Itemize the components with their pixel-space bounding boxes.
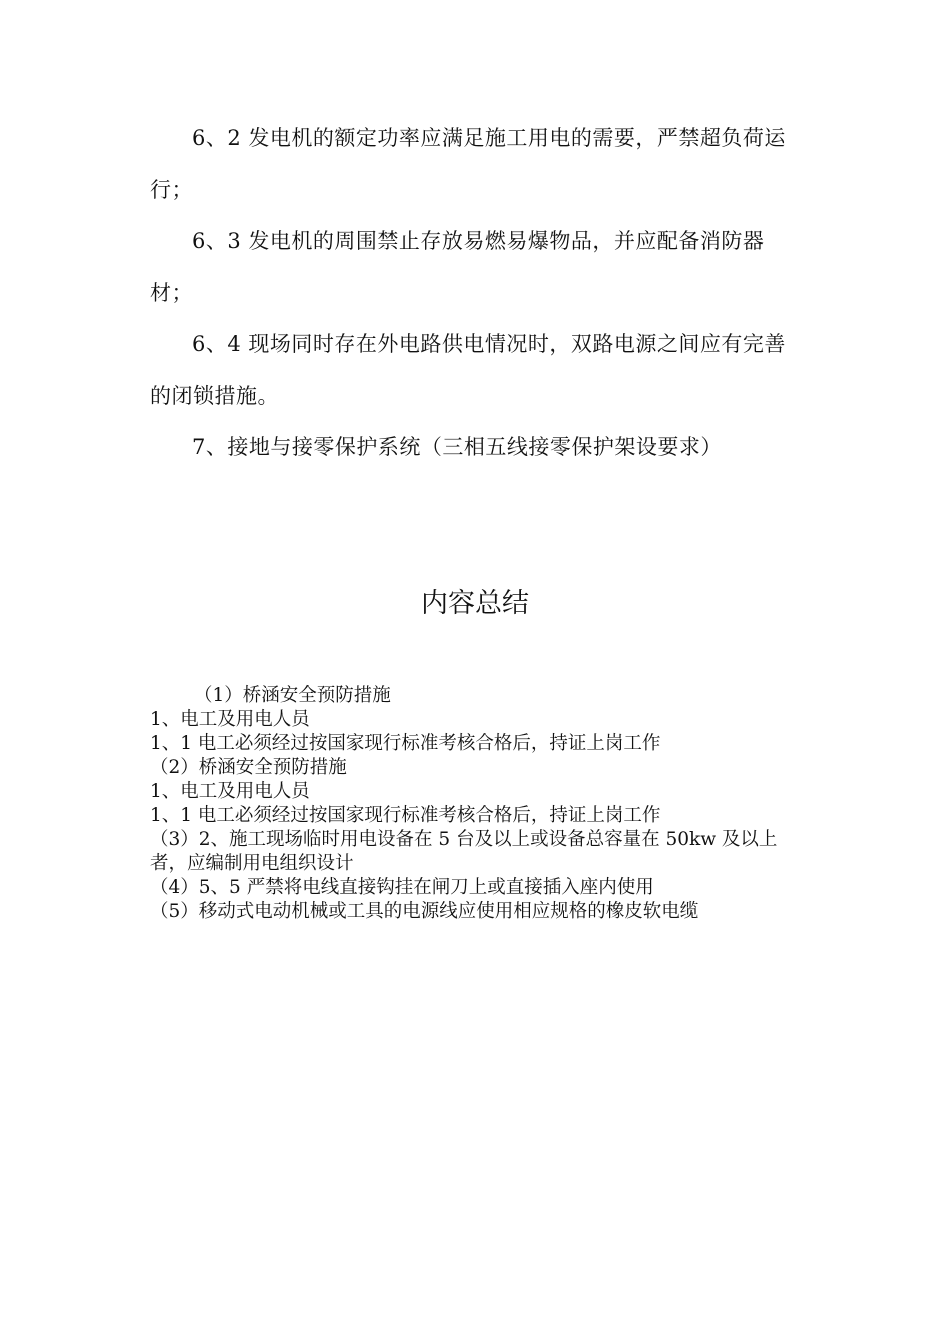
summary-line: （4）5、5 严禁将电线直接钩挂在闸刀上或直接插入座内使用 [150,877,654,898]
body-paragraph: 7、接地与接零保护系统（三相五线接零保护架设要求） [192,435,722,459]
summary-line: 1、电工及用电人员 [150,709,310,730]
body-paragraph: 6、2 发电机的额定功率应满足施工用电的需要，严禁超负荷运行； [150,126,786,202]
summary-line: （5）移动式电动机械或工具的电源线应使用相应规格的橡皮软电缆 [150,901,699,922]
body-paragraph: 6、3 发电机的周围禁止存放易燃易爆物品，并应配备消防器材； [150,229,765,305]
body-paragraph: 6、4 现场同时存在外电路供电情况时，双路电源之间应有完善的闭锁措施。 [150,332,786,408]
summary-line: （3）2、施工现场临时用电设备在 5 台及以上或设备总容量在 50kw 及以上者，应编制用电组织设计 [150,829,778,874]
summary-line: 1、电工及用电人员 [150,781,310,802]
summary-line: 1、1 电工必须经过按国家现行标准考核合格后，持证上岗工作 [150,733,661,754]
summary-title: 内容总结 [421,588,529,619]
summary-line: （2）桥涵安全预防措施 [150,757,347,778]
summary-line: （1）桥涵安全预防措施 [194,685,391,706]
summary-line: 1、1 电工必须经过按国家现行标准考核合格后，持证上岗工作 [150,805,661,826]
summary-list [150,684,800,924]
